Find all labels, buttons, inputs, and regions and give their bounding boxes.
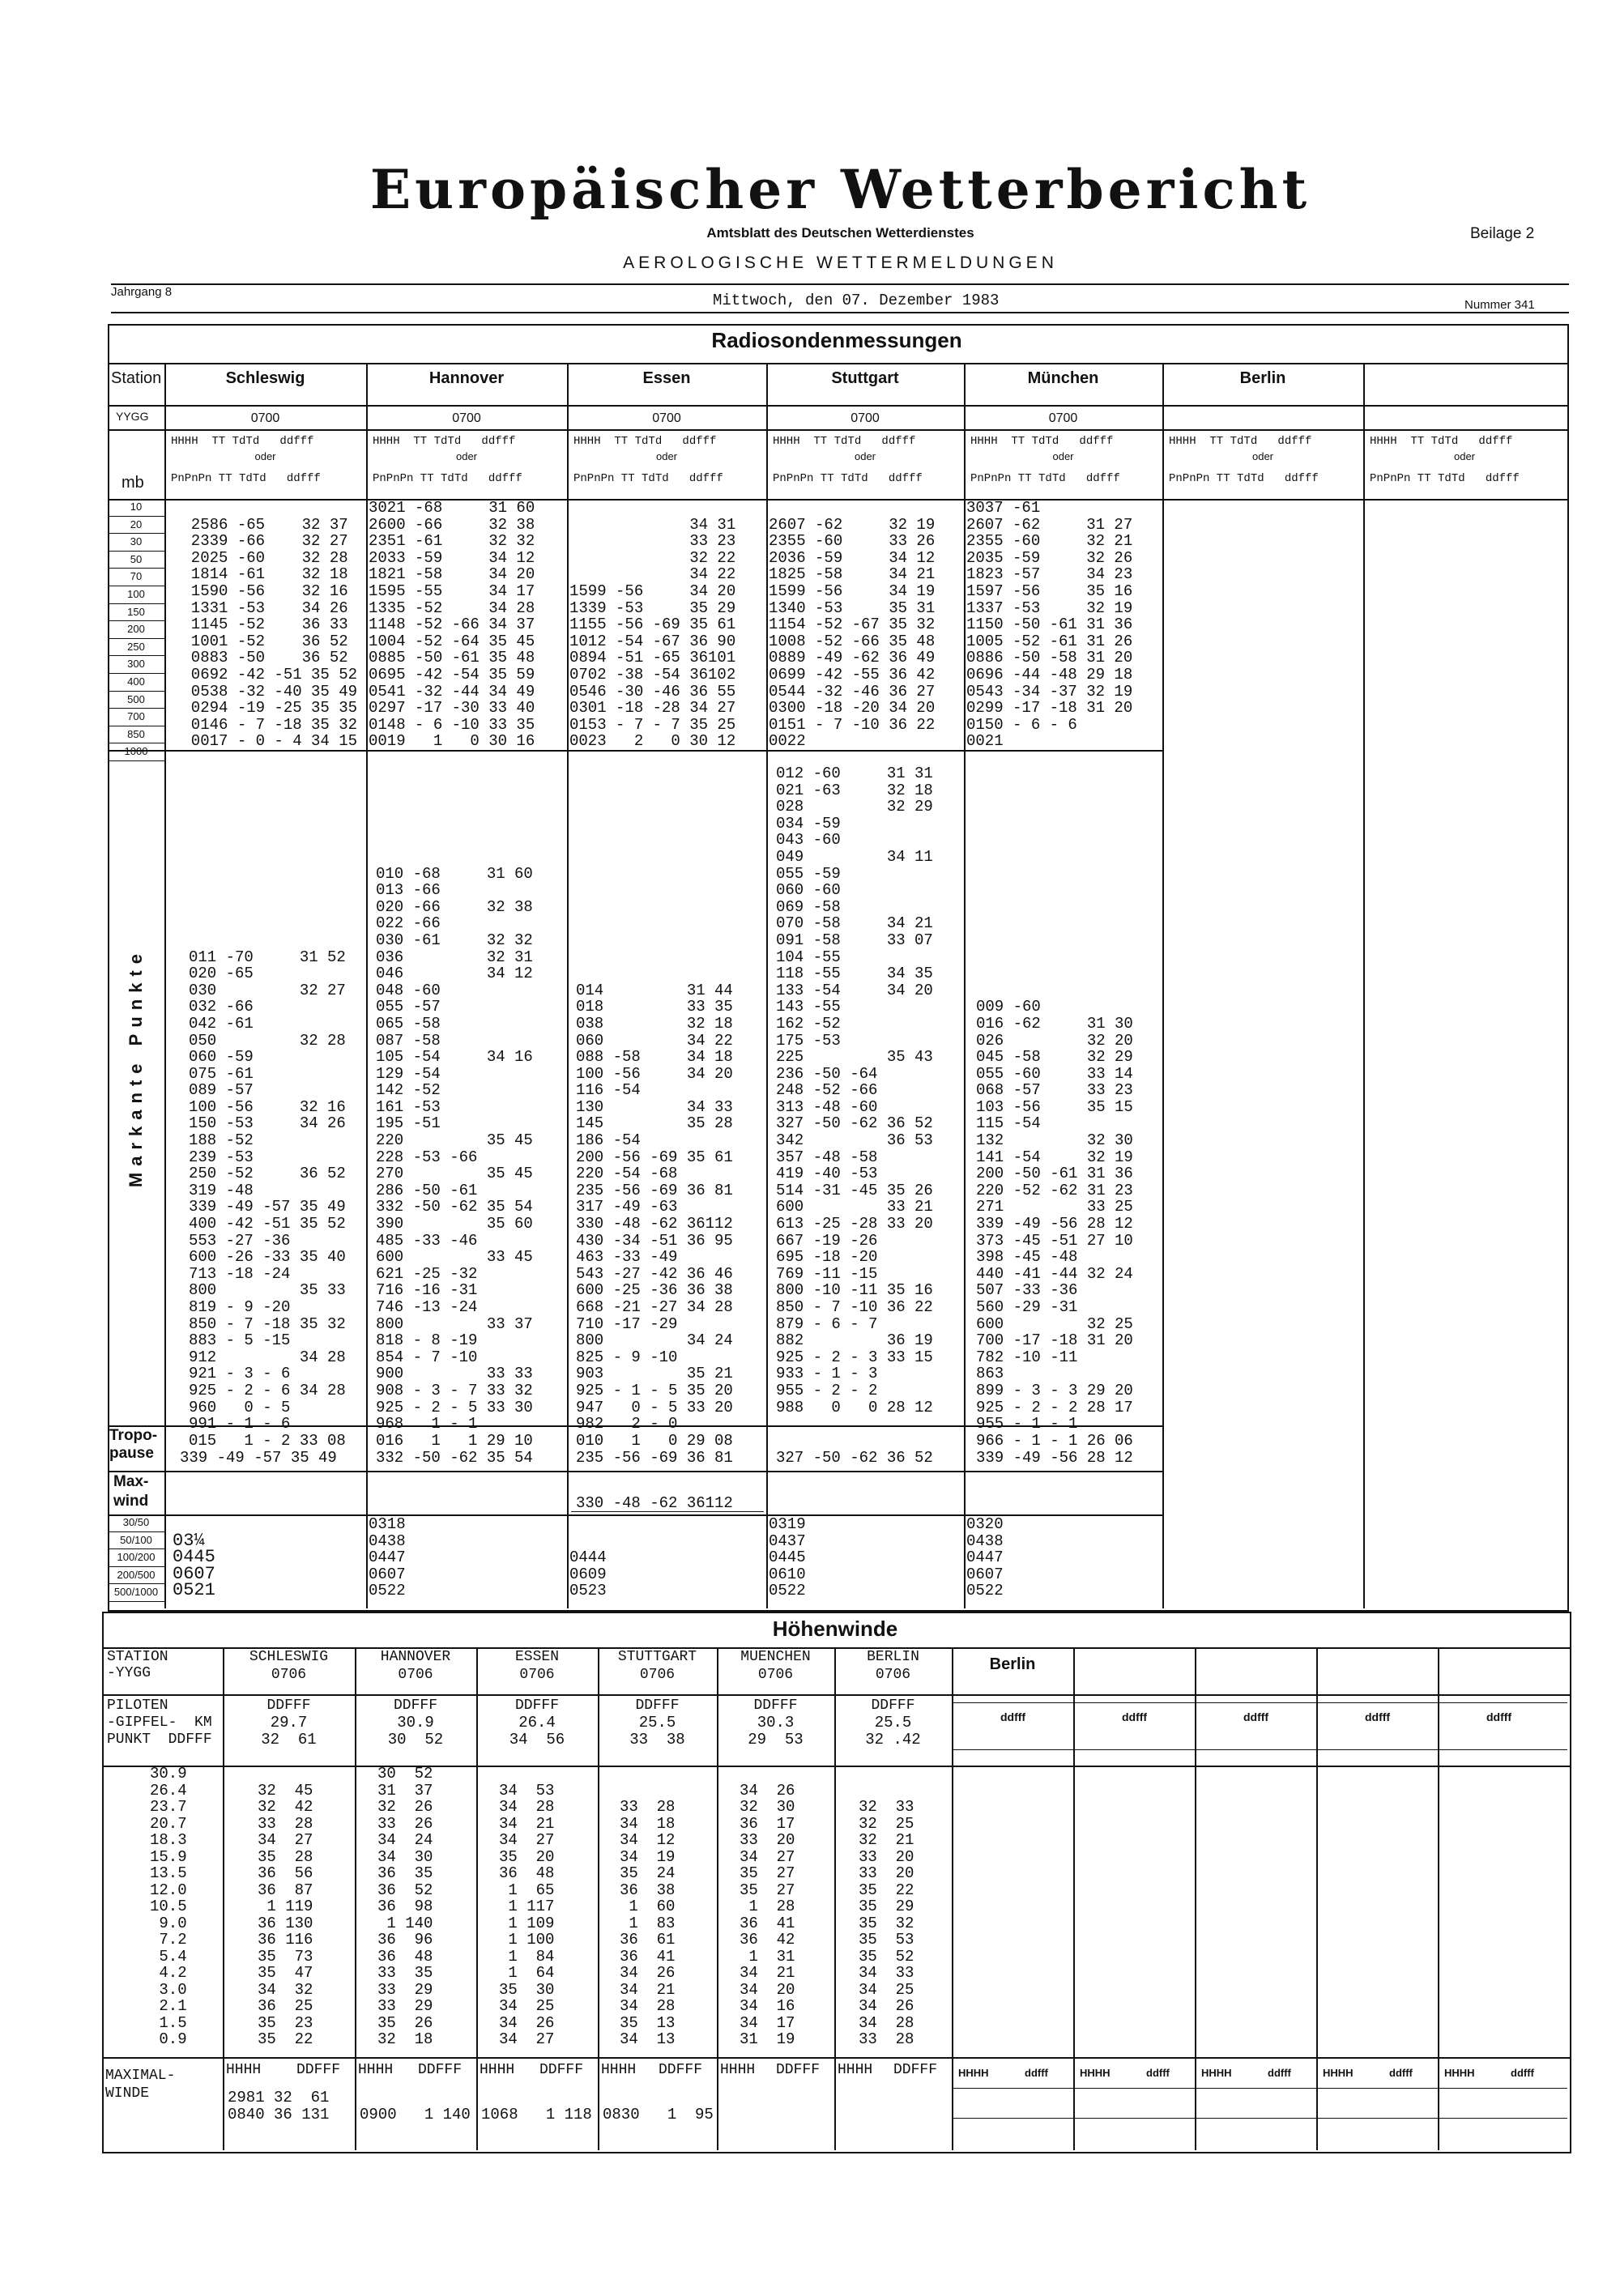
hw-gipfel-km: 30.9 — [397, 1714, 434, 1732]
col-oder: oder — [455, 450, 478, 462]
col-oder: oder — [1251, 450, 1274, 462]
maxwind-label: Max- wind — [113, 1473, 149, 1510]
ddfff-label: ddfff — [1243, 1710, 1269, 1723]
station-name: Essen — [642, 369, 691, 387]
hw-ddfff-label: DDFFF — [871, 1698, 915, 1714]
layers-schleswig: 03¼ 0445 0607 0521 — [173, 1530, 215, 1601]
hw-gipfel-dd: 29 53 — [748, 1731, 804, 1749]
std-muenchen: 3037 -61 2607 -62 31 27 2355 -60 32 21 2035 -59 32 26 1823 -57 34 23 1597 -56 35 16 1337 -53 32 19 1150 -50 -61 31 36 1005 -52 -61 31 26 0886 -50 -58 31 20 0696 -44 -48 29 18 0543 -34 -37 32 19 0299 -17 -18 31 20 0150 - 6 - 6 0021 — [966, 499, 1133, 751]
hw-hannover: 30 52 31 37 32 26 33 26 34 24 34 30 36 35 36 52 36 98 1 140 36 96 36 48 33 35 33 29 33 29 35 26 32 18 — [377, 1765, 433, 2048]
hw-ddfff-label: DDFFF — [776, 2062, 821, 2078]
level: 200 — [108, 621, 164, 639]
station-name: Schleswig — [225, 369, 305, 387]
col-head: HHHH TT TdTd ddfff — [573, 435, 717, 448]
station-name: Stuttgart — [831, 369, 899, 387]
hw-hhhh-label: HHHH — [1444, 2067, 1475, 2079]
hw-gipfel-dd: 33 38 — [629, 1731, 685, 1749]
hw-hhhh-label: HHHH — [1080, 2067, 1111, 2079]
hw-maximal-value: 0900 1 140 — [360, 2105, 471, 2123]
markante-essen: 014 31 44 018 33 35 038 32 18 060 34 22 088 -58 34 18 100 -56 34 20 116 -54 130 34 33 145 35 28 186 -54 200 -56 -69 35 61 220 -54 -68 235 -56 -69 36 81 317 -49 -63 330 -48 -62 36112 430 -34 -51 36 95 463 -33 -49 543 -27 -42 36 46 600 -25 -36 36 38 668 -21 -27 34 28 710 -17 -29 800 34 24 825 - 9 -10 903 35 21 925 - 1 - 5 35 20 947 0 - 5 33 20 982 2 - 0 010 1 0 29 08 — [576, 981, 733, 1450]
hw-gipfel-km: 25.5 — [638, 1714, 676, 1732]
hw-ddfff-label: DDFFF — [418, 2062, 463, 2078]
std-schleswig: 2586 -65 32 37 2339 -66 32 27 2025 -60 32 28 1814 -61 32 18 1590 -56 32 16 1331 -53 34 26 1145 -52 36 33 1001 -52 36 52 0883 -50 36 52 0692 -42 -51 35 52 0538 -32 -40 35 49 0294 -19 -25 35 35 0146 - 7 -18 35 32 0017 - 0 - 4 34 15 — [190, 515, 358, 751]
hw-ddfff-label: ddfff — [1511, 2067, 1534, 2079]
layer: 50/100 — [108, 1532, 164, 1550]
hw-hhhh-label: HHHH — [1323, 2067, 1354, 2079]
hw-hhhh-label: HHHH — [1201, 2067, 1232, 2079]
hw-essen: 34 53 34 28 34 21 34 27 35 20 36 48 1 65 1 117 1 109 1 100 1 84 1 64 35 30 34 25 34 26 34 27 — [499, 1781, 555, 2048]
level: 30 — [108, 534, 164, 552]
ddfff-label: ddfff — [1486, 1710, 1512, 1723]
layer: 30/50 — [108, 1514, 164, 1532]
col-oder: oder — [1453, 450, 1476, 462]
rule-bottom — [111, 312, 1569, 313]
col-head: PnPnPn TT TdTd ddfff — [373, 472, 522, 485]
std-hannover: 3021 -68 31 60 2600 -66 32 38 2351 -61 32 32 2033 -59 34 12 1821 -58 34 20 1595 -55 34 17 1335 -52 34 28 1148 -52 -66 34 37 1004 -52 -64 35 45 0885 -50 -61 35 48 0695 -42 -54 35 59 0541 -32 -44 34 49 0297 -17 -30 33 40 0148 - 6 -10 33 35 0019 1 0 30 16 — [369, 499, 535, 751]
hw-gipfel-km: 29.7 — [270, 1714, 308, 1732]
col-oder: oder — [655, 450, 678, 462]
level: 300 — [108, 656, 164, 674]
tropo-label: Tropo- pause — [109, 1427, 158, 1462]
hw-gipfel-km: 25.5 — [874, 1714, 912, 1732]
level: 150 — [108, 604, 164, 622]
station-name: Berlin — [1239, 369, 1286, 387]
layer: 500/1000 — [108, 1584, 164, 1602]
hw-gipfel-dd: 30 52 — [387, 1731, 444, 1749]
hw-station-time: 0706 — [519, 1667, 555, 1683]
col-head: HHHH TT TdTd ddfff — [171, 435, 314, 448]
layers-essen: 0444 0609 0523 — [569, 1548, 607, 1600]
ddfff-label: ddfff — [1365, 1710, 1391, 1723]
hw-ddfff-label: ddfff — [1389, 2067, 1413, 2079]
station-time: 0700 — [250, 411, 280, 425]
hw-berlin: Berlin — [989, 1655, 1036, 1673]
col-head: PnPnPn TT TdTd ddfff — [573, 472, 723, 485]
station-time: 0700 — [1048, 411, 1078, 425]
station-label: Station — [111, 369, 162, 387]
hw-hhhh-label: HHHH — [838, 2062, 873, 2078]
col-oder: oder — [854, 450, 876, 462]
maxwind-essen: 330 -48 -62 36112 — [576, 1494, 733, 1512]
hw-ddfff-label: ddfff — [1025, 2067, 1048, 2079]
hw-ddfff-label: DDFFF — [393, 1698, 437, 1714]
hw-ddfff-label: DDFFF — [753, 1698, 798, 1714]
hw-ddfff-label: DDFFF — [539, 2062, 584, 2078]
tropo-schleswig: 339 -49 -57 35 49 — [180, 1449, 337, 1467]
hw-station-name: STUTTGART — [617, 1649, 697, 1665]
std-stuttgart: 2607 -62 32 19 2355 -60 33 26 2036 -59 34 12 1825 -58 34 21 1599 -56 34 19 1340 -53 35 31 1154 -52 -67 35 32 1008 -52 -66 35 48 0889 -49 -62 36 49 0699 -42 -55 36 42 0544 -32 -46 36 27 0300 -18 -20 34 20 0151 - 7 -10 36 22 0022 — [769, 515, 936, 751]
station-name: München — [1027, 369, 1099, 387]
subtitle: Amtsblatt des Deutschen Wetterdienstes — [706, 225, 974, 241]
pressure-levels — [108, 499, 164, 761]
col-head: HHHH TT TdTd ddfff — [1169, 435, 1312, 448]
section-title: AEROLOGISCHE WETTERMELDUNGEN — [623, 253, 1058, 272]
hoehenwinde-title: Höhenwinde — [772, 1617, 898, 1641]
markante-schleswig: 011 -70 31 52 020 -65 030 32 27 032 -66 042 -61 050 32 28 060 -59 075 -61 089 -57 100 -56 32 16 150 -53 34 26 188 -52 239 -53 250 -52 36 52 319 -48 339 -49 -57 35 49 400 -42 -51 35 52 553 -27 -36 600 -26 -33 35 40 713 -18 -24 800 35 33 819 - 9 -20 850 - 7 -18 35 32 883 - 5 -15 912 34 28 921 - 3 - 6 925 - 2 - 6 34 28 960 0 - 5 991 - 1 - 6 015 1 - 2 33 08 — [189, 948, 346, 1450]
page-title: Europäischer Wetterbericht — [369, 158, 1311, 221]
col-head: HHHH TT TdTd ddfff — [373, 435, 516, 448]
hw-station-time: 0706 — [757, 1667, 794, 1683]
hw-station-time: 0706 — [875, 1667, 911, 1683]
tropo-muenchen: 339 -49 -56 28 12 — [976, 1449, 1133, 1467]
hw-gipfel-dd: 32 61 — [261, 1731, 317, 1749]
level: 70 — [108, 569, 164, 586]
layers-stuttgart: 0319 0437 0445 0610 0522 — [769, 1515, 806, 1600]
hw-station-name: MUENCHEN — [740, 1649, 811, 1665]
col-head: HHHH TT TdTd ddfff — [970, 435, 1114, 448]
hw-hhhh-label: HHHH — [358, 2062, 394, 2078]
hw-gipfel-dd: 32 .42 — [865, 1731, 921, 1749]
station-time: 0700 — [652, 411, 681, 425]
hw-hhhh-label: HHHH — [480, 2062, 515, 2078]
issue-number: Nummer 341 — [1464, 298, 1535, 312]
level: 1000 — [108, 743, 164, 761]
col-head: PnPnPn TT TdTd ddfff — [1370, 472, 1520, 485]
level: 100 — [108, 586, 164, 604]
hw-ddfff-label: DDFFF — [266, 1698, 311, 1714]
ddfff-label: ddfff — [1000, 1710, 1026, 1723]
beilage: Beilage 2 — [1470, 225, 1535, 242]
rule-top — [111, 283, 1569, 285]
hw-station-name: ESSEN — [514, 1649, 559, 1665]
hw-berlin-col: 32 33 32 25 32 21 33 20 33 20 35 22 35 29 35 32 35 53 35 52 34 33 34 25 34 26 34 28 33 28 — [859, 1798, 914, 2048]
hw-station-time: 0706 — [639, 1667, 676, 1683]
level: 50 — [108, 552, 164, 569]
hw-station-name: BERLIN — [867, 1649, 919, 1665]
level: 400 — [108, 674, 164, 692]
col-head: PnPnPn TT TdTd ddfff — [1169, 472, 1319, 485]
hw-heights: 30.9 26.4 23.7 20.7 18.3 15.9 13.5 12.0 10.5 9.0 7.2 5.4 4.2 3.0 2.1 1.5 0.9 — [150, 1765, 187, 2048]
hw-maximal-value: 1068 1 118 — [481, 2105, 592, 2123]
markante-stuttgart: 012 -60 31 31 021 -63 32 18 028 32 29 034 -59 043 -60 049 34 11 055 -59 060 -60 069 -58 070 -58 34 21 091 -58 33 07 104 -55 118 -55 34 35 133 -54 34 20 143 -55 162 -52 175 -53 225 35 43 236 -50 -64 248 -52 -66 313 -48 -60 327 -50 -62 36 52 342 36 53 357 -48 -58 419 -40 -53 514 -31 -45 35 26 600 33 21 613 -25 -28 33 20 667 -19 -26 695 -18 -20 769 -11 -15 800 -10 -11 35 16 850 - 7 -10 36 22 879 - 6 - 7 882 36 19 925 - 2 - 3 33 15 933 - 1 - 3 955 - 2 - 2 988 0 0 28 12 — [776, 765, 933, 1416]
hw-hhhh-label: HHHH — [226, 2062, 262, 2078]
radiosonde-title: Radiosondenmessungen — [711, 328, 962, 352]
yygg-label: YYGG — [116, 410, 149, 423]
hw-hhhh-label: HHHH — [720, 2062, 756, 2078]
tropo-essen: 235 -56 -69 36 81 — [576, 1449, 733, 1467]
hw-schleswig: 32 45 32 42 33 28 34 27 35 28 36 56 36 87 1 119 36 130 36 116 35 73 35 47 34 32 36 25 35 23 35 22 — [258, 1781, 313, 2048]
hw-maximal-value: 0830 1 95 — [603, 2105, 714, 2123]
col-head: HHHH TT TdTd ddfff — [1370, 435, 1513, 448]
col-oder: oder — [254, 450, 276, 462]
layer: 100/200 — [108, 1549, 164, 1567]
hw-hhhh-label: HHHH — [601, 2062, 637, 2078]
hw-gipfel-dd: 34 56 — [509, 1731, 565, 1749]
station-name: Hannover — [428, 369, 505, 387]
hw-ddfff-label: ddfff — [1268, 2067, 1291, 2079]
mb-label: mb — [122, 474, 144, 492]
markante-label: Markante Punkte — [126, 948, 146, 1188]
hw-stuttgart: 33 28 34 18 34 12 34 19 35 24 36 38 1 60 1 83 36 61 36 41 34 26 34 21 34 28 35 13 34 13 — [620, 1798, 676, 2048]
level: 20 — [108, 517, 164, 535]
col-head: HHHH TT TdTd ddfff — [773, 435, 916, 448]
tropo-stuttgart: 327 -50 -62 36 52 — [776, 1449, 933, 1467]
piloten-header: PILOTEN -GIPFEL- KM PUNKT DDFFF — [107, 1698, 212, 1748]
markante-hannover: 010 -68 31 60 013 -66 020 -66 32 38 022 -66 030 -61 32 32 036 32 31 046 34 12 048 -60 055 -57 065 -58 087 -58 105 -54 34 16 129 -54 142 -52 161 -53 195 -51 220 35 45 228 -53 -66 270 35 45 286 -50 -61 332 -50 -62 35 54 390 35 60 485 -33 -46 600 33 45 621 -25 -32 716 -16 -31 746 -13 -24 800 33 37 818 - 8 -19 854 - 7 -10 900 33 33 908 - 3 - 7 33 32 925 - 2 - 5 33 30 968 1 - 1 016 1 1 29 10 — [376, 864, 533, 1450]
col-head: PnPnPn TT TdTd ddfff — [773, 472, 923, 485]
hw-gipfel-km: 26.4 — [518, 1714, 556, 1732]
level: 700 — [108, 709, 164, 726]
markante-muenchen: 009 -60 016 -62 31 30 026 32 20 045 -58 32 29 055 -60 33 14 068 -57 33 23 103 -56 35 15 115 -54 132 32 30 141 -54 32 19 200 -50 -61 31 36 220 -52 -62 31 23 271 33 25 339 -49 -56 28 12 373 -45 -51 27 10 398 -45 -48 440 -41 -44 32 24 507 -33 -36 560 -29 -31 600 32 25 700 -17 -18 31 20 782 -10 -11 863 899 - 3 - 3 29 20 925 - 2 - 2 28 17 955 - 1 - 1 966 - 1 - 1 26 06 — [976, 998, 1133, 1450]
layer: 200/500 — [108, 1567, 164, 1585]
level: 250 — [108, 639, 164, 657]
hw-maximal-value: 2981 32 61 0840 36 131 — [228, 2089, 330, 2123]
hw-gipfel-km: 30.3 — [757, 1714, 795, 1732]
col-head: PnPnPn TT TdTd ddfff — [970, 472, 1120, 485]
station-time: 0700 — [850, 411, 880, 425]
layer-labels — [108, 1514, 164, 1602]
hw-station-time: 0706 — [271, 1667, 307, 1683]
hw-ddfff-label: DDFFF — [635, 1698, 680, 1714]
hw-station-time: 0706 — [398, 1667, 433, 1683]
tropo-hannover: 332 -50 -62 35 54 — [376, 1449, 533, 1467]
jahrgang: Jahrgang 8 — [111, 285, 173, 299]
hw-ddfff-label: DDFFF — [296, 2062, 341, 2078]
maximal-label: MAXIMAL- WINDE — [105, 2068, 176, 2102]
std-essen: 34 31 33 23 32 22 34 22 1599 -56 34 20 1339 -53 35 29 1155 -56 -69 35 61 1012 -54 -67 36 90 0894 -51 -65 36101 0702 -38 -54 36102 0546 -30 -46 36 55 0301 -18 -28 34 27 0153 - 7 - 7 35 25 0023 2 0 30 12 — [569, 515, 736, 751]
hw-station-header: STATION -YYGG — [107, 1649, 168, 1681]
ddfff-label: ddfff — [1122, 1710, 1148, 1723]
hw-hhhh-label: HHHH — [958, 2067, 989, 2079]
level: 500 — [108, 692, 164, 709]
hw-muenchen: 34 26 32 30 36 17 33 20 34 27 35 27 35 27 1 28 36 41 36 42 1 31 34 21 34 20 34 16 34 17 31 19 — [740, 1781, 795, 2048]
layers-muenchen: 0320 0438 0447 0607 0522 — [966, 1515, 1004, 1600]
hw-station-name: SCHLESWIG — [249, 1649, 329, 1665]
hw-ddfff-label: DDFFF — [514, 1698, 559, 1714]
issue-date: Mittwoch, den 07. Dezember 1983 — [713, 292, 1000, 309]
level: 10 — [108, 499, 164, 517]
hw-ddfff-label: ddfff — [1146, 2067, 1170, 2079]
layers-hannover: 0318 0438 0447 0607 0522 — [369, 1515, 406, 1600]
level: 850 — [108, 726, 164, 744]
station-time: 0700 — [452, 411, 481, 425]
hw-station-name: HANNOVER — [380, 1649, 451, 1665]
col-oder: oder — [1052, 450, 1074, 462]
col-head: PnPnPn TT TdTd ddfff — [171, 472, 321, 485]
hw-ddfff-label: DDFFF — [893, 2062, 938, 2078]
hw-ddfff-label: DDFFF — [659, 2062, 703, 2078]
